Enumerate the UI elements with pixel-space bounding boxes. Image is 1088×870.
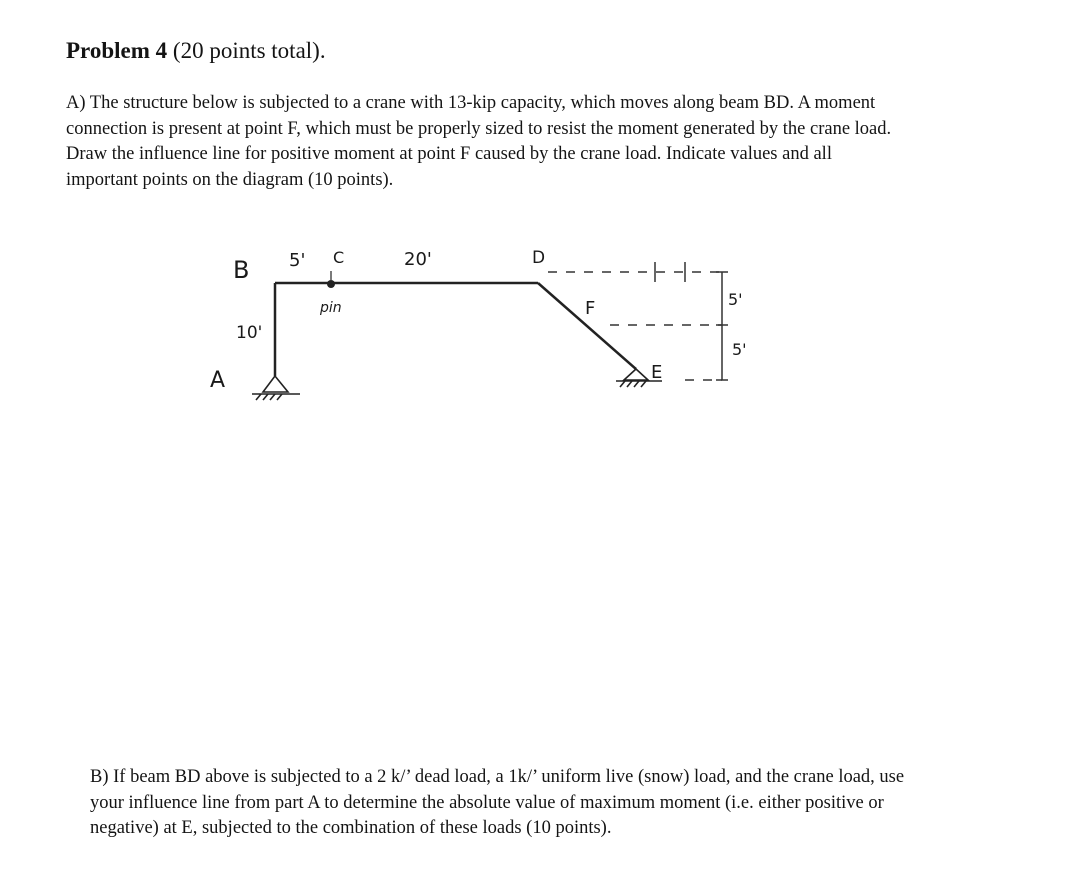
part-a-line-2: connection is present at point F, which must be properly sized to resist the moment generated by the crane load. [66,118,892,139]
label-dim-cd: 20' [404,249,432,270]
support-a [252,376,300,400]
label-b: B [233,256,250,284]
label-a: A [210,368,226,393]
problem-number: Problem 4 [66,38,168,63]
member-de [538,283,636,369]
part-a-line-4: important points on the diagram (10 points). [66,169,394,190]
pin-c [327,280,335,288]
label-dim-bc: 5' [289,250,306,271]
label-f: F [585,298,596,319]
label-dim-lower-right: 5' [732,340,747,359]
part-b-line-3: negative) at E, subjected to the combination of these loads (10 points). [90,818,612,838]
problem-points: (20 points total). [167,38,326,63]
label-dim-upper-right: 5' [728,290,743,309]
part-b-line-2: your influence line from part A to determine the absolute value of maximum moment (i.e. either positive or [90,792,884,813]
label-c: C [333,248,345,267]
part-a-line-1: A) The structure below is subjected to a crane with 13-kip capacity, which moves along beam BD. A moment [66,93,876,113]
label-pin-note: pin [320,300,342,316]
label-e: E [651,362,663,383]
label-dim-ab: 10' [236,323,263,343]
part-b-text [90,765,1088,842]
part-b-line-1: B) If beam BD above is subjected to a 2 k/’ dead load, a 1k/’ uniform live (snow) load, and the crane load, use [90,767,905,787]
part-a-line-3: Draw the influence line for positive moment at point F caused by the crane load. Indicate values and all [66,144,832,164]
dimension-lines [548,262,728,380]
label-d: D [532,248,546,268]
